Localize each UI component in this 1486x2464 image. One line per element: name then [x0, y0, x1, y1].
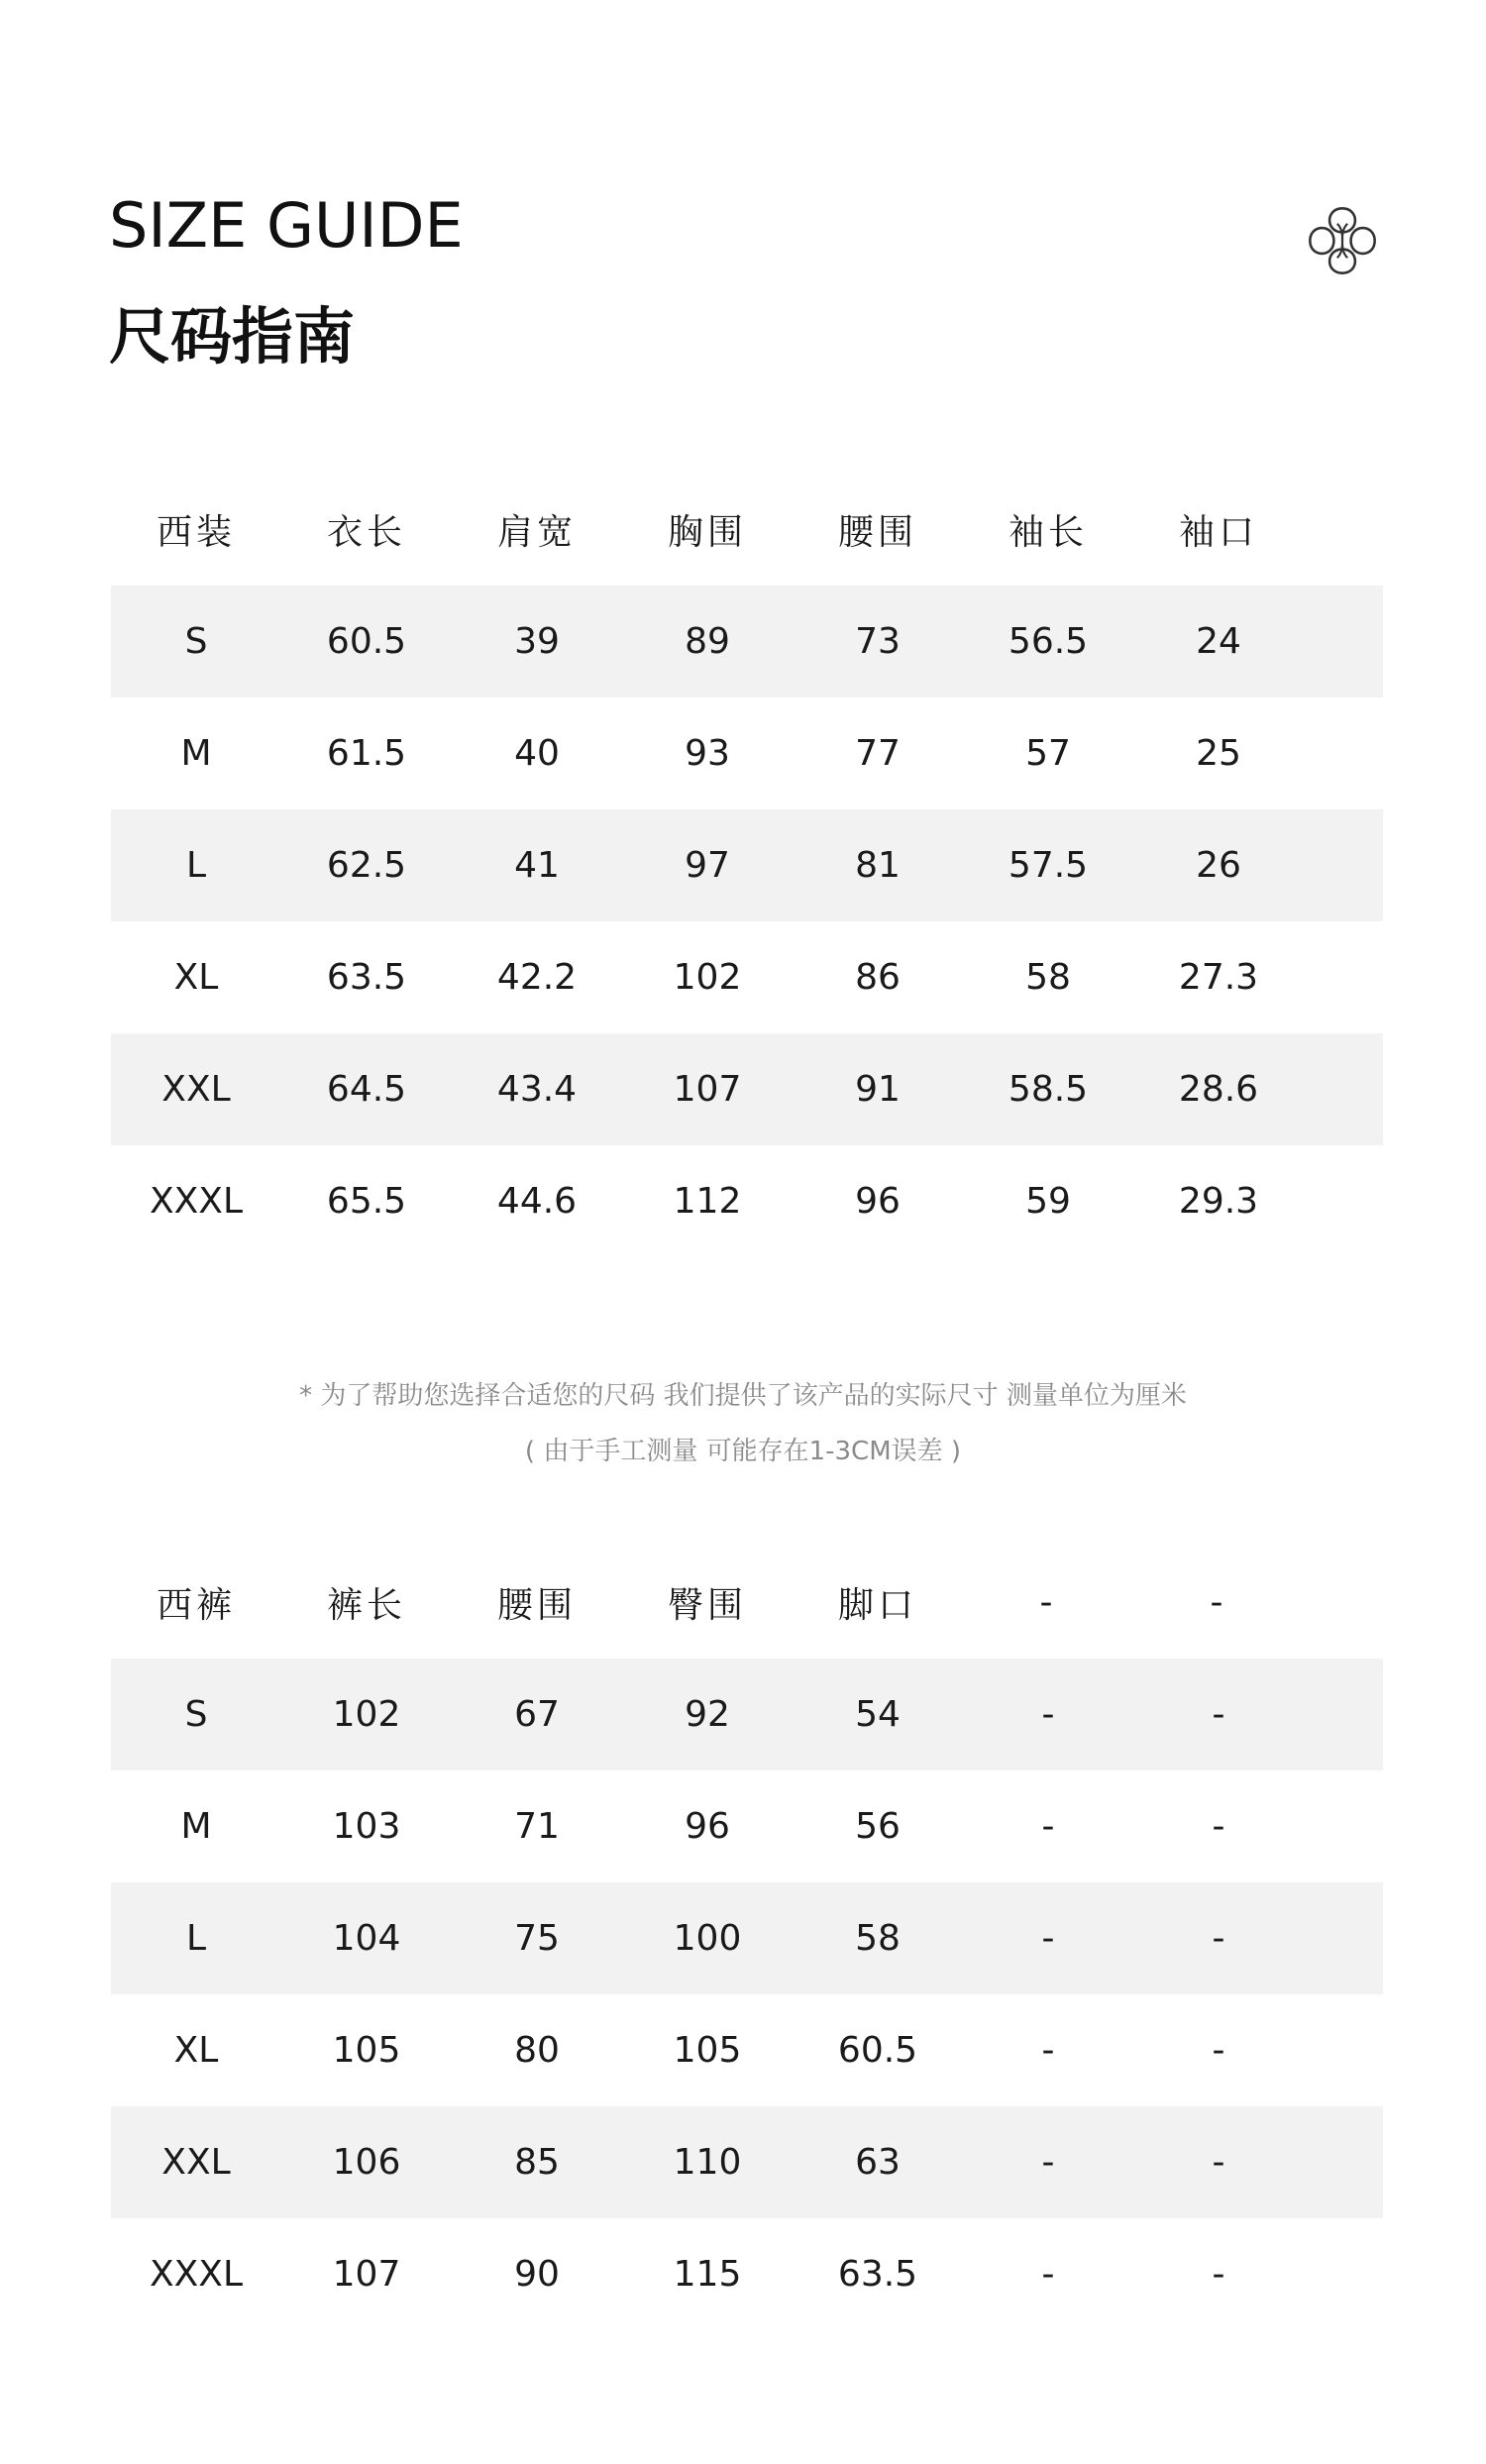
value-cell: 102: [332, 1694, 401, 1735]
value-cell: 106: [332, 2142, 401, 2183]
size-cell: M: [180, 733, 212, 774]
value-cell: 102: [673, 957, 742, 998]
value-cell: 86: [855, 957, 901, 998]
value-cell: 61.5: [326, 733, 407, 774]
value-cell: 85: [514, 2142, 560, 2183]
value-cell: 44.6: [496, 1181, 578, 1222]
header-cell: 衣长: [326, 512, 406, 553]
header-cell: 腰围: [837, 512, 917, 553]
value-cell: 57: [1025, 733, 1071, 774]
value-cell: 100: [673, 1918, 742, 1959]
value-cell: 28.6: [1178, 1069, 1259, 1110]
value-cell: 58: [855, 1918, 901, 1959]
table-row: [111, 2106, 1383, 2218]
value-cell: -: [1041, 1694, 1055, 1735]
table-row: [111, 1770, 1383, 1882]
header-cell: 脚口: [837, 1585, 917, 1626]
header-cell: -: [1039, 1582, 1057, 1623]
value-cell: -: [1212, 2142, 1225, 2183]
value-cell: 67: [514, 1694, 560, 1735]
value-cell: 29.3: [1178, 1181, 1259, 1222]
value-cell: 115: [673, 2254, 742, 2295]
header-cell: 袖口: [1178, 512, 1258, 553]
jacket-size-table: [111, 474, 1383, 1257]
measurement-error-note: ( 由于手工测量 可能存在1-3CM误差 ): [524, 1437, 962, 1466]
value-cell: 40: [514, 733, 560, 774]
size-cell: XXXL: [149, 1181, 244, 1222]
value-cell: 60.5: [837, 2030, 918, 2071]
value-cell: 112: [673, 1181, 742, 1222]
value-cell: 107: [332, 2254, 401, 2295]
value-cell: 56: [855, 1806, 901, 1847]
value-cell: -: [1212, 2030, 1225, 2071]
ornamental-knot-logo-icon: [1300, 198, 1385, 283]
value-cell: 63.5: [837, 2254, 918, 2295]
table-row: [111, 809, 1383, 921]
table-row: [111, 697, 1383, 809]
header-cell: 西裤: [156, 1585, 236, 1626]
header-cell: 胸围: [667, 512, 747, 553]
measurement-note: * 为了帮助您选择合适您的尺码 我们提供了该产品的实际尺寸 测量单位为厘米: [299, 1381, 1187, 1411]
value-cell: 56.5: [1008, 621, 1089, 662]
value-cell: 41: [514, 845, 560, 886]
value-cell: 26: [1196, 845, 1241, 886]
value-cell: 93: [685, 733, 730, 774]
pants-size-table: [111, 1547, 1383, 2330]
table-row: [111, 1033, 1383, 1145]
size-cell: XXL: [161, 1069, 231, 1110]
table-row: [111, 1659, 1383, 1770]
value-cell: 24: [1196, 621, 1241, 662]
value-cell: 64.5: [326, 1069, 407, 1110]
size-cell: XXXL: [149, 2254, 244, 2295]
value-cell: 104: [332, 1918, 401, 1959]
value-cell: -: [1212, 1694, 1225, 1735]
table-row: [111, 1145, 1383, 1257]
table-row: [111, 1994, 1383, 2106]
page-title-en: SIZE GUIDE: [109, 189, 464, 262]
table-row: [111, 2218, 1383, 2330]
value-cell: 92: [685, 1694, 730, 1735]
header-cell: 肩宽: [496, 512, 577, 553]
value-cell: -: [1041, 1918, 1055, 1959]
value-cell: 27.3: [1178, 957, 1259, 998]
size-cell: S: [184, 1694, 208, 1735]
value-cell: 91: [855, 1069, 901, 1110]
size-cell: S: [184, 621, 208, 662]
value-cell: 80: [514, 2030, 560, 2071]
value-cell: 105: [673, 2030, 742, 2071]
value-cell: -: [1041, 2030, 1055, 2071]
header-cell: 裤长: [326, 1585, 406, 1626]
value-cell: 59: [1025, 1181, 1071, 1222]
value-cell: 96: [855, 1181, 901, 1222]
size-cell: XL: [173, 2030, 219, 2071]
size-cell: L: [185, 845, 207, 886]
value-cell: 58.5: [1008, 1069, 1089, 1110]
value-cell: 103: [332, 1806, 401, 1847]
value-cell: 62.5: [326, 845, 407, 886]
value-cell: -: [1212, 1918, 1225, 1959]
value-cell: 90: [514, 2254, 560, 2295]
size-cell: M: [180, 1806, 212, 1847]
header-cell: 臀围: [667, 1585, 747, 1626]
value-cell: 97: [685, 845, 730, 886]
value-cell: -: [1212, 2254, 1225, 2295]
value-cell: 39: [514, 621, 560, 662]
value-cell: 96: [685, 1806, 730, 1847]
value-cell: -: [1212, 1806, 1225, 1847]
value-cell: 105: [332, 2030, 401, 2071]
value-cell: 71: [514, 1806, 560, 1847]
size-cell: XXL: [161, 2142, 231, 2183]
table-row: [111, 1882, 1383, 1994]
value-cell: 54: [855, 1694, 901, 1735]
value-cell: 89: [685, 621, 730, 662]
size-cell: XL: [173, 957, 219, 998]
value-cell: 60.5: [326, 621, 407, 662]
value-cell: 63: [855, 2142, 901, 2183]
table-header-row: [111, 474, 1383, 586]
value-cell: 58: [1025, 957, 1071, 998]
value-cell: 63.5: [326, 957, 407, 998]
value-cell: 65.5: [326, 1181, 407, 1222]
table-header-row: [111, 1547, 1383, 1659]
value-cell: 73: [855, 621, 901, 662]
table-row: [111, 586, 1383, 697]
size-cell: L: [185, 1918, 207, 1959]
header-cell: 西装: [156, 512, 236, 553]
header-cell: 腰围: [496, 1585, 577, 1626]
header-cell: -: [1210, 1582, 1227, 1623]
value-cell: 77: [855, 733, 901, 774]
value-cell: -: [1041, 2142, 1055, 2183]
page-title-cn: 尺码指南: [109, 300, 356, 373]
value-cell: 25: [1196, 733, 1241, 774]
value-cell: -: [1041, 1806, 1055, 1847]
value-cell: 107: [673, 1069, 742, 1110]
value-cell: -: [1041, 2254, 1055, 2295]
header-cell: 袖长: [1008, 512, 1088, 553]
value-cell: 75: [514, 1918, 560, 1959]
table-row: [111, 921, 1383, 1033]
value-cell: 81: [855, 845, 901, 886]
value-cell: 42.2: [496, 957, 578, 998]
value-cell: 110: [673, 2142, 742, 2183]
value-cell: 57.5: [1008, 845, 1089, 886]
value-cell: 43.4: [496, 1069, 578, 1110]
